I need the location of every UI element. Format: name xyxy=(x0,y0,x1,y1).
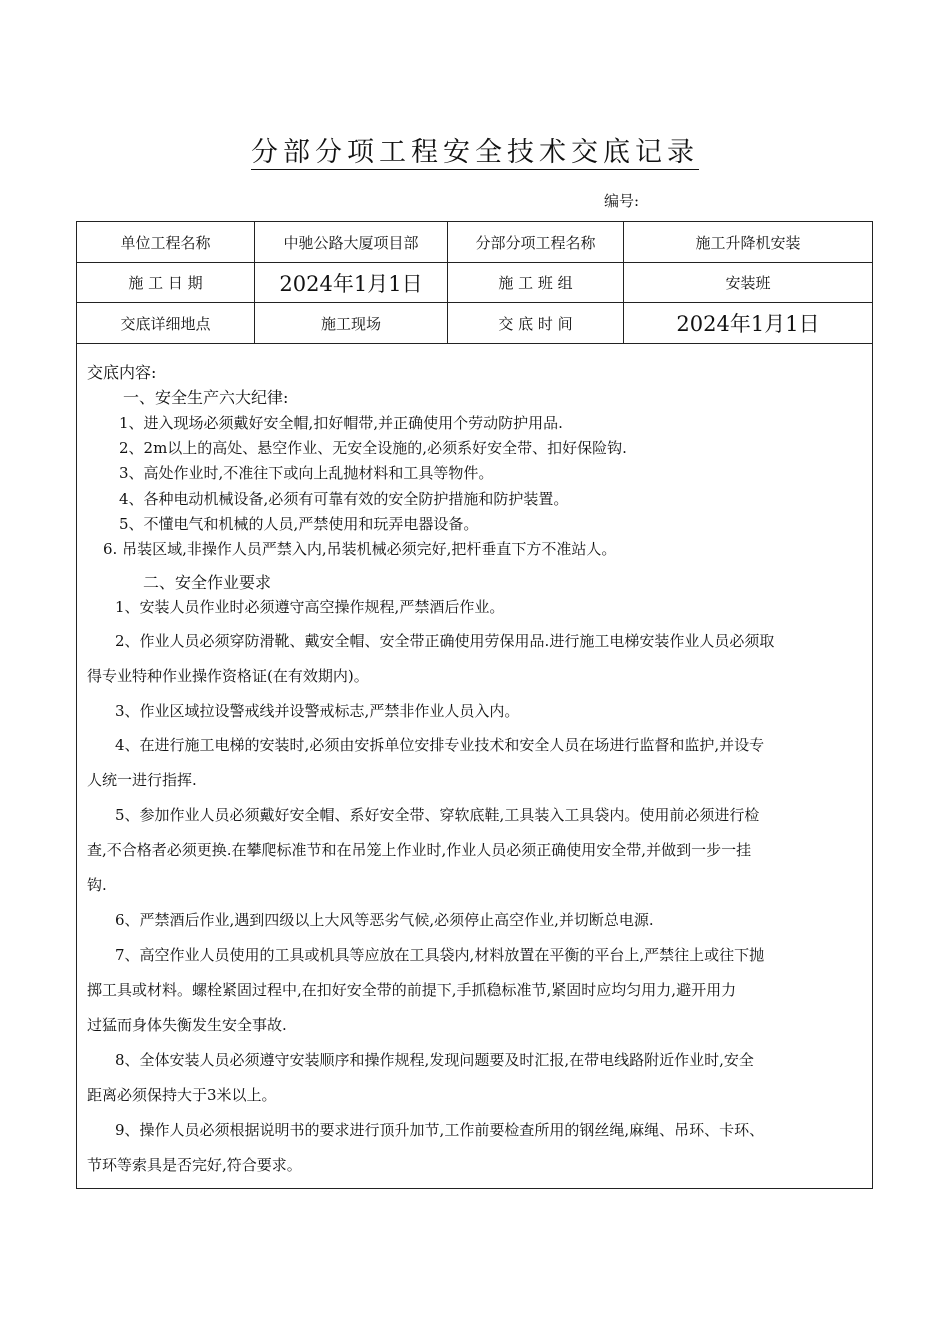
section2-line: 过猛而身体失衡发生安全事故. xyxy=(87,1016,287,1034)
briefing-time-value: 2024年1月1日 xyxy=(676,312,820,336)
section2-line: 6、严禁酒后作业,遇到四级以上大风等恶劣气候,必须停止高空作业,并切断总电源. xyxy=(115,911,654,929)
record-table xyxy=(76,221,873,1189)
section2-line: 2、作业人员必须穿防滑靴、戴安全帽、安全带正确使用劳保用品.进行施工电梯安装作业人员必须取 xyxy=(115,632,775,650)
section1-item: 4、各种电动机械设备,必须有可靠有效的安全防护措施和防护装置。 xyxy=(119,490,569,508)
row-divider xyxy=(77,343,872,344)
work-team-label: 施 工 班 组 xyxy=(498,274,573,292)
section1-item: 2、2m以上的高处、悬空作业、无安全设施的,必须系好安全带、扣好保险钩. xyxy=(119,439,627,457)
briefing-location-value: 施工现场 xyxy=(320,314,381,333)
construction-date-value: 2024年1月1日 xyxy=(279,271,423,296)
section1-item: 6. 吊装区域,非操作人员严禁入内,吊装机械必须完好,把杆垂直下方不准站人。 xyxy=(103,540,617,558)
section2-line: 得专业特种作业操作资格证(在有效期内)。 xyxy=(87,667,369,685)
section2-line: 节环等索具是否完好,符合要求。 xyxy=(87,1156,302,1174)
work-team-value: 安装班 xyxy=(725,274,771,292)
document-title: 分部分项工程安全技术交底记录 xyxy=(251,137,699,168)
construction-date-label: 施 工 日 期 xyxy=(128,274,203,292)
section2-title: 二、安全作业要求 xyxy=(143,573,272,592)
section2-line: 1、安装人员作业时必须遵守高空操作规程,严禁酒后作业。 xyxy=(115,598,505,616)
unit-project-value: 中驰公路大厦项目部 xyxy=(283,233,419,252)
subproject-value: 施工升降机安装 xyxy=(695,233,801,252)
content-heading: 交底内容: xyxy=(87,363,157,382)
section2-line: 4、在进行施工电梯的安装时,必须由安拆单位安排专业技术和安全人员在场进行监督和监护,并设专 xyxy=(115,736,765,754)
section2-line: 9、操作人员必须根据说明书的要求进行顶升加节,工作前要检查所用的钢丝绳,麻绳、吊环、卡环、 xyxy=(115,1121,765,1139)
section1-item: 3、高处作业时,不准往下或向上乱抛材料和工具等物件。 xyxy=(119,464,494,482)
section2-line: 查,不合格者必须更换.在攀爬标准节和在吊笼上作业时,作业人员必须正确使用安全带,并做到一步一挂 xyxy=(87,841,752,859)
briefing-time-label: 交 底 时 间 xyxy=(498,314,573,333)
section2-line: 距离必须保持大于3米以上。 xyxy=(87,1086,277,1104)
section2-line: 人统一进行指挥. xyxy=(87,771,197,789)
doc-number-label: 编号: xyxy=(604,192,640,210)
section2-line: 8、全体安装人员必须遵守安装顺序和操作规程,发现问题要及时汇报,在带电线路附近作业时,安全 xyxy=(115,1051,754,1069)
section2-line: 5、参加作业人员必须戴好安全帽、系好安全带、穿软底鞋,工具装入工具袋内。使用前必须进行检 xyxy=(115,806,760,824)
section1-item: 5、不懂电气和机械的人员,严禁使用和玩弄电器设备。 xyxy=(119,515,479,533)
section2-line: 7、高空作业人员使用的工具或机具等应放在工具袋内,材料放置在平衡的平台上,严禁往上或往下抛 xyxy=(115,946,765,964)
section2-line: 掷工具或材料。螺栓紧固过程中,在扣好安全带的前提下,手抓稳标准节,紧固时应均匀用力,避开用力 xyxy=(87,981,737,999)
briefing-location-label: 交底详细地点 xyxy=(120,314,211,333)
subproject-label: 分部分项工程名称 xyxy=(475,233,596,252)
section1-title: 一、安全生产六大纪律: xyxy=(123,388,289,407)
section1-item: 1、进入现场必须戴好安全帽,扣好帽带,并正确使用个劳动防护用品. xyxy=(119,414,563,432)
section2-line: 3、作业区域拉设警戒线并设警戒标志,严禁非作业人员入内。 xyxy=(115,702,520,720)
section2-line: 钩. xyxy=(87,876,107,894)
unit-project-label: 单位工程名称 xyxy=(120,233,211,252)
